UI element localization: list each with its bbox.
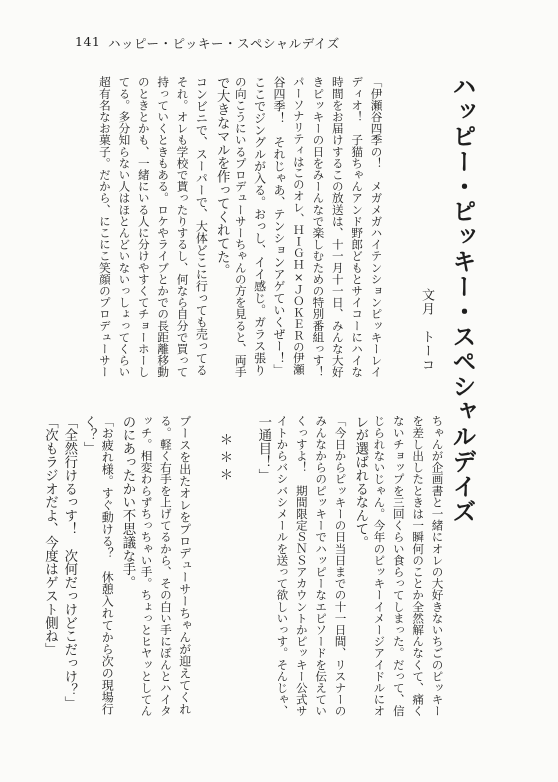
page-number: 141	[75, 34, 101, 49]
text-column: くっすよ！ 期間限定ＳＮＳアカウントかピッキー公式サ	[294, 415, 309, 717]
story-author: 文月 トーコ	[419, 288, 434, 372]
text-column: く？」	[81, 415, 97, 456]
text-column: 谷四季！ それじゃあ、テンションアゲていくぜー！」	[272, 76, 286, 376]
text-column: る。軽く右手を上げてるから、その白い手にぽんとハイタ	[158, 415, 173, 717]
text-column: で大きなマルを作ってくれてた。	[214, 76, 230, 277]
text-column: 「伊瀬谷四季の！ メガメガハイテンションピッキーレイ	[369, 76, 384, 378]
text-column: ないチョップを三回くらい食らってしまった。だって、信	[391, 415, 406, 717]
text-column: の向こうにいるプロデューサーちゃんの方を見ると、両手	[233, 76, 248, 378]
text-column: てる。多分知らない人はほとんどいないっしょってくらい	[117, 76, 132, 378]
text-column: ディオ！ 子猫ちゃんアンド野郎どもとサイコーにハイな	[350, 76, 365, 378]
text-column: ここでジングルが入る。おっし、イイ感じ。ガラス張り	[252, 76, 267, 376]
text-column: ッチ。相変わらずちっちゃい手。ちょっとヒヤッとしてん	[139, 415, 154, 717]
text-column: きピッキーの日をみーんなで楽しむための特別番組っす！	[311, 76, 326, 378]
text-column: 「次もラジオだよ、今度はゲスト側ね」	[42, 415, 58, 657]
text-column: ブースを出たオレをプロデューサーちゃんが迎えてくれ	[177, 415, 192, 715]
text-column: 「全然行けるっす！ 次何だっけどこだっけ？」	[61, 415, 77, 710]
text-column: みんなからのピッキーでハッピーなエピソードを伝えてい	[314, 415, 329, 717]
text-column: コンビニで、スーパーで、大体どこに行っても売ってる	[194, 76, 209, 376]
text-column: それ。オレも学校で貰ったりするし、何なら自分で買って	[175, 76, 190, 378]
text-column: 「お疲れ様。すぐ動ける？ 休憩入れてから次の現場行	[100, 415, 115, 715]
text-column: 一通目！」	[255, 415, 271, 482]
text-column: 時間をお届けするこの放送は、十一月十一日、みんな大好	[330, 76, 345, 378]
text-column: ＊＊＊	[217, 433, 232, 486]
text-column: のときとかも、一緒にいる人に分けやすくてチョーホーし	[136, 76, 151, 378]
text-column: 「今日からピッキーの日当日までの十一日間、リスナーの	[333, 415, 348, 717]
story-title: ハッピー・ピッキー・スペシャルデイズ	[448, 74, 477, 524]
text-column: 持っていくときもある。ロケやライブとかでの長距離移動	[156, 76, 171, 378]
text-column: のにあったかい不思議な手。	[120, 415, 135, 590]
text-column: イトからバシバシメールを送って欲しいっす。そんじゃ、	[275, 415, 290, 717]
text-column: を差し出したときは一瞬何のことか全然解んなくて、痛く	[411, 415, 426, 717]
text-column: パーソナリティはこのオレ、ＨＩＧＨ×ＪＯＫＥＲの伊瀬	[291, 76, 306, 375]
text-column: 超有名なお菓子。だから、にこにこ笑顔のプロデューサー	[97, 76, 112, 378]
text-column: レが選ばれるなんて。	[352, 415, 368, 549]
text-column: じられないじゃん。今年のピッキーイメージアイドルにオ	[372, 415, 387, 717]
running-header-title: ハッピー・ピッキー・スペシャルデイズ	[108, 36, 340, 51]
text-column: ちゃんが企画書と一緒にオレの大好きないちごのピッキー	[430, 415, 445, 717]
